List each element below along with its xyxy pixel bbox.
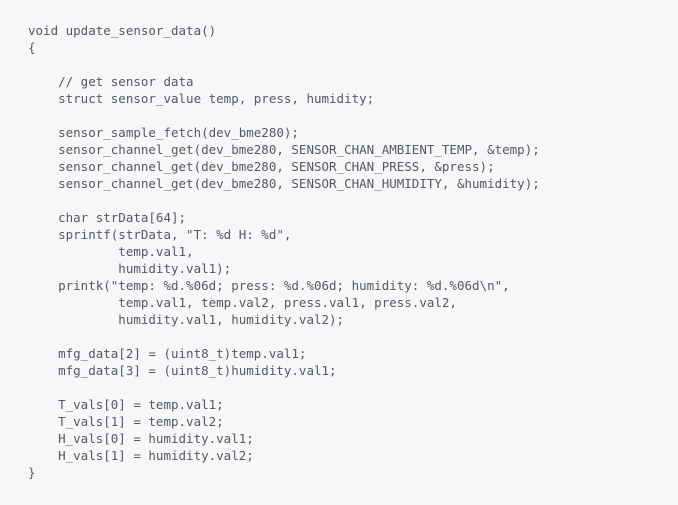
code-line: // get sensor data — [28, 74, 194, 89]
code-line: H_vals[1] = humidity.val2; — [28, 448, 254, 463]
code-line: temp.val1, — [28, 244, 194, 259]
code-line: T_vals[0] = temp.val1; — [28, 397, 224, 412]
code-line: mfg_data[3] = (uint8_t)humidity.val1; — [28, 363, 337, 378]
code-line: struct sensor_value temp, press, humidity; — [28, 91, 375, 106]
code-line: } — [28, 465, 36, 480]
code-line: sensor_channel_get(dev_bme280, SENSOR_CHAN_HUMIDITY, &humidity); — [28, 176, 540, 191]
code-line — [28, 328, 668, 345]
code-line — [28, 379, 668, 396]
code-line: sensor_sample_fetch(dev_bme280); — [28, 125, 299, 140]
code-line — [28, 192, 668, 209]
code-line: printk("temp: %d.%06d; press: %d.%06d; humidity: %d.%06d\n", — [28, 278, 510, 293]
code-line: T_vals[1] = temp.val2; — [28, 414, 224, 429]
code-line: humidity.val1); — [28, 261, 232, 276]
code-line — [28, 107, 668, 124]
code-line: { — [28, 40, 36, 55]
code-line: mfg_data[2] = (uint8_t)temp.val1; — [28, 346, 307, 361]
code-line: char strData[64]; — [28, 210, 187, 225]
code-line: H_vals[0] = humidity.val1; — [28, 431, 254, 446]
code-line: void update_sensor_data() — [28, 23, 217, 38]
code-line: sensor_channel_get(dev_bme280, SENSOR_CHAN_AMBIENT_TEMP, &temp); — [28, 142, 540, 157]
code-line: sensor_channel_get(dev_bme280, SENSOR_CHAN_PRESS, &press); — [28, 159, 495, 174]
code-line: humidity.val1, humidity.val2); — [28, 312, 345, 327]
code-line — [28, 56, 668, 73]
code-line: sprintf(strData, "T: %d H: %d", — [28, 227, 292, 242]
code-line: temp.val1, temp.val2, press.val1, press.val2, — [28, 295, 457, 310]
